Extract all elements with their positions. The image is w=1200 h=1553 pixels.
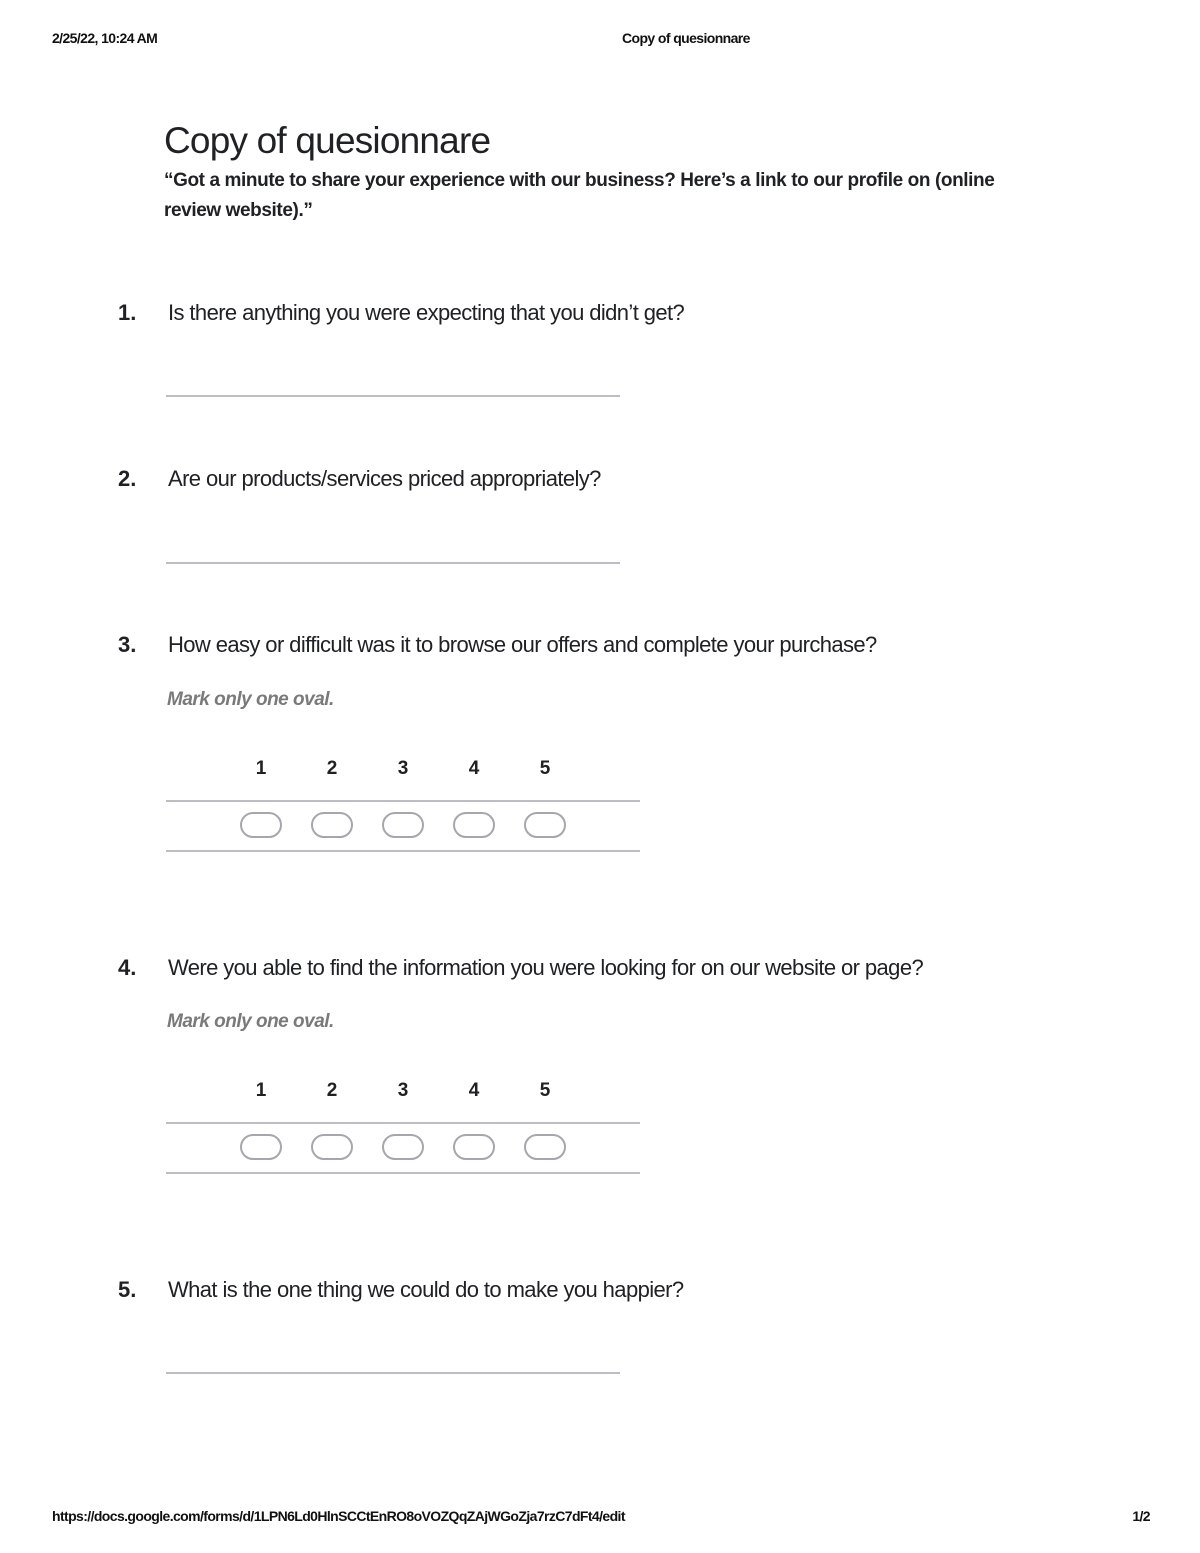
question-text: What is the one thing we could do to make you happier?: [168, 1277, 684, 1302]
radio-oval-3[interactable]: [382, 812, 424, 838]
linear-scale: [166, 758, 640, 868]
radio-oval-2[interactable]: [311, 812, 353, 838]
scale-label: 3: [397, 1080, 409, 1101]
scale-label: 3: [397, 758, 409, 779]
radio-oval-3[interactable]: [382, 1134, 424, 1160]
scale-labels: [166, 758, 640, 782]
print-timestamp: 2/25/22, 10:24 AM: [52, 30, 158, 46]
answer-input-line[interactable]: [166, 1372, 620, 1374]
radio-oval-4[interactable]: [453, 812, 495, 838]
answer-input-line[interactable]: [166, 395, 620, 397]
scale-label: 5: [539, 1080, 551, 1101]
form-description: “Got a minute to share your experience with our business? Here’s a link to our profile on (online review website).”: [164, 170, 995, 221]
question-number: 4.: [118, 955, 137, 980]
radio-oval-2[interactable]: [311, 1134, 353, 1160]
scale-labels: [166, 1080, 640, 1104]
question-number: 1.: [118, 300, 137, 325]
scale-label: 5: [539, 758, 551, 779]
scale-label: 4: [468, 758, 480, 779]
question-text: Is there anything you were expecting that you didn’t get?: [168, 300, 685, 325]
answer-input-line[interactable]: [166, 562, 620, 564]
scale-label: 1: [255, 1080, 267, 1101]
scale-options-row: [166, 1122, 640, 1174]
page-number: 1/2: [1132, 1508, 1150, 1524]
question-number: 5.: [118, 1277, 137, 1302]
mark-only-one-hint: Mark only one oval.: [167, 689, 334, 710]
scale-label: 4: [468, 1080, 480, 1101]
radio-oval-4[interactable]: [453, 1134, 495, 1160]
question-text: Were you able to find the information you were looking for on our website or page?: [168, 955, 924, 980]
print-url: https://docs.google.com/forms/d/1LPN6Ld0HlnSCCtEnRO8oVOZQqZAjWGoZja7rzC7dFt4/edit: [52, 1508, 625, 1524]
radio-oval-5[interactable]: [524, 812, 566, 838]
scale-label: 2: [326, 1080, 338, 1101]
scale-label: 2: [326, 758, 338, 779]
radio-oval-5[interactable]: [524, 1134, 566, 1160]
radio-oval-1[interactable]: [240, 1134, 282, 1160]
linear-scale: [166, 1080, 640, 1190]
scale-label: 1: [255, 758, 267, 779]
question-number: 3.: [118, 632, 137, 657]
radio-oval-1[interactable]: [240, 812, 282, 838]
mark-only-one-hint: Mark only one oval.: [167, 1011, 334, 1032]
question-text: Are our products/services priced appropriately?: [168, 466, 601, 491]
form-title: Copy of quesionnare: [164, 120, 491, 161]
print-doc-title: Copy of quesionnare: [622, 30, 750, 46]
scale-options-row: [166, 800, 640, 852]
question-number: 2.: [118, 466, 137, 491]
question-text: How easy or difficult was it to browse our offers and complete your purchase?: [168, 632, 877, 657]
